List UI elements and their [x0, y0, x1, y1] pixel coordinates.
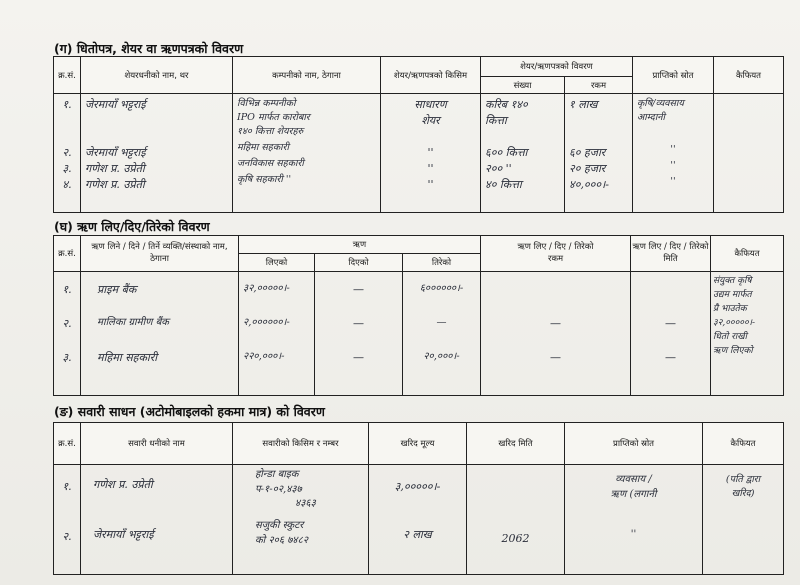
holder-cell: जेरमायाँ भट्टराई जेरमायाँ भट्टराई गणेश प्र. उप्रेती गणेश प्र. उप्रेती: [81, 94, 233, 213]
col-remarks: कैफियत: [714, 57, 784, 94]
table-row: [54, 272, 784, 396]
col-remarks: कैफियत: [711, 236, 784, 272]
source-cell: व्यवसाय / ऋण (लगानी '': [565, 465, 703, 575]
col-sn: क्र.सं.: [54, 57, 81, 94]
table-row: [54, 94, 784, 213]
col-detail: शेयर/ऋणपत्रको विवरण: [481, 57, 633, 77]
purchase-date-cell: 2062: [467, 465, 565, 575]
loan-date-cell: — —: [631, 272, 711, 396]
paid-cell: ६००००००।- — २०,०००।-: [403, 272, 481, 396]
col-purchase-date: खरिद मिति: [467, 423, 565, 465]
col-source: प्राप्तिको स्रोत: [633, 57, 714, 94]
col-company: कम्पनीको नाम, ठेगाना: [233, 57, 381, 94]
col-holder: शेयरधनीको नाम, थर: [81, 57, 233, 94]
qty-cell: करिब १४० कित्ता ६०० कित्ता २०० '' ४० कित्ता: [481, 94, 565, 213]
price-cell: ३,०००००।- २ लाख: [369, 465, 467, 575]
col-vehicle: सवारीको किसिम र नम्बर: [233, 423, 369, 465]
sn-cell: १. २. ३.: [54, 272, 81, 396]
col-given: दिएको: [315, 254, 403, 272]
col-paid: तिरेको: [403, 254, 481, 272]
col-qty: संख्या: [481, 77, 565, 94]
securities-table: [53, 56, 784, 213]
col-source: प्राप्तिको स्रोत: [565, 423, 703, 465]
col-taken: लिएको: [239, 254, 315, 272]
col-loan-date: ऋण लिए / दिए / तिरेको मिति: [631, 236, 711, 272]
vehicles-table: [53, 422, 784, 575]
given-cell: — — —: [315, 272, 403, 396]
source-cell: कृषि/व्यवसाय आम्दानी '' '' '': [633, 94, 714, 213]
owner-cell: गणेश प्र. उप्रेती जेरमायाँ भट्टराई: [81, 465, 233, 575]
col-type: शेयर/ऋणपत्रको किसिम: [381, 57, 481, 94]
party-cell: प्राइम बैंक मालिका ग्रामीण बैंक महिमा सहकारी: [81, 272, 239, 396]
remarks-cell: (पति द्वारा खरिद): [703, 465, 784, 575]
col-remarks: कैफियत: [703, 423, 784, 465]
loan-remarks-cell: संयुक्त कृषि उद्यम मार्फत प्रै भाउतेक ३२,०००००।- धितो राखी ऋण लिएको: [711, 272, 784, 396]
company-cell: विभिन्न कम्पनीको IPO मार्फत कारोबार १४० कित्ता शेयरहरु महिमा सहकारी जनविकास सहकारी कृषि सहकारी '': [233, 94, 381, 213]
section-title-vehicles: (ङ) सवारी साधन (अटोमोबाइलको हकमा मात्र) को विवरण: [54, 404, 325, 419]
col-loan: ऋण: [239, 236, 481, 254]
sn-cell: १. २. ३. ४.: [54, 94, 81, 213]
col-loan-amount: ऋण लिए / दिए / तिरेको रकम: [481, 236, 631, 272]
col-sn: क्र.सं.: [54, 236, 81, 272]
section-title-loans: (घ) ऋण लिए/दिए/तिरेको विवरण: [54, 219, 210, 234]
col-price: खरिद मूल्य: [369, 423, 467, 465]
remarks-cell: [714, 94, 784, 213]
loan-amount-cell: — —: [481, 272, 631, 396]
loans-table: [53, 235, 784, 396]
sn-cell: १. २.: [54, 465, 81, 575]
col-owner: सवारी धनीको नाम: [81, 423, 233, 465]
type-cell: साधारण शेयर '' '' '': [381, 94, 481, 213]
col-sn: क्र.सं.: [54, 423, 81, 465]
amount-cell: १ लाख ६० हजार २० हजार ४०,०००।-: [565, 94, 633, 213]
section-title-securities: (ग) धितोपत्र, शेयर वा ऋणपत्रको विवरण: [54, 41, 244, 56]
col-amount: रकम: [565, 77, 633, 94]
col-party: ऋण लिने / दिने / तिर्ने व्यक्ति/संस्थाको नाम, ठेगाना: [81, 236, 239, 272]
table-row: [54, 465, 784, 575]
vehicle-cell: होन्डा बाइक प-१-०२,४३७ ४३६३ सजुकी स्कुटर को २०६ ७४८२: [233, 465, 369, 575]
taken-cell: ३२,०००००।- २,००००००।- २२०,०००।-: [239, 272, 315, 396]
